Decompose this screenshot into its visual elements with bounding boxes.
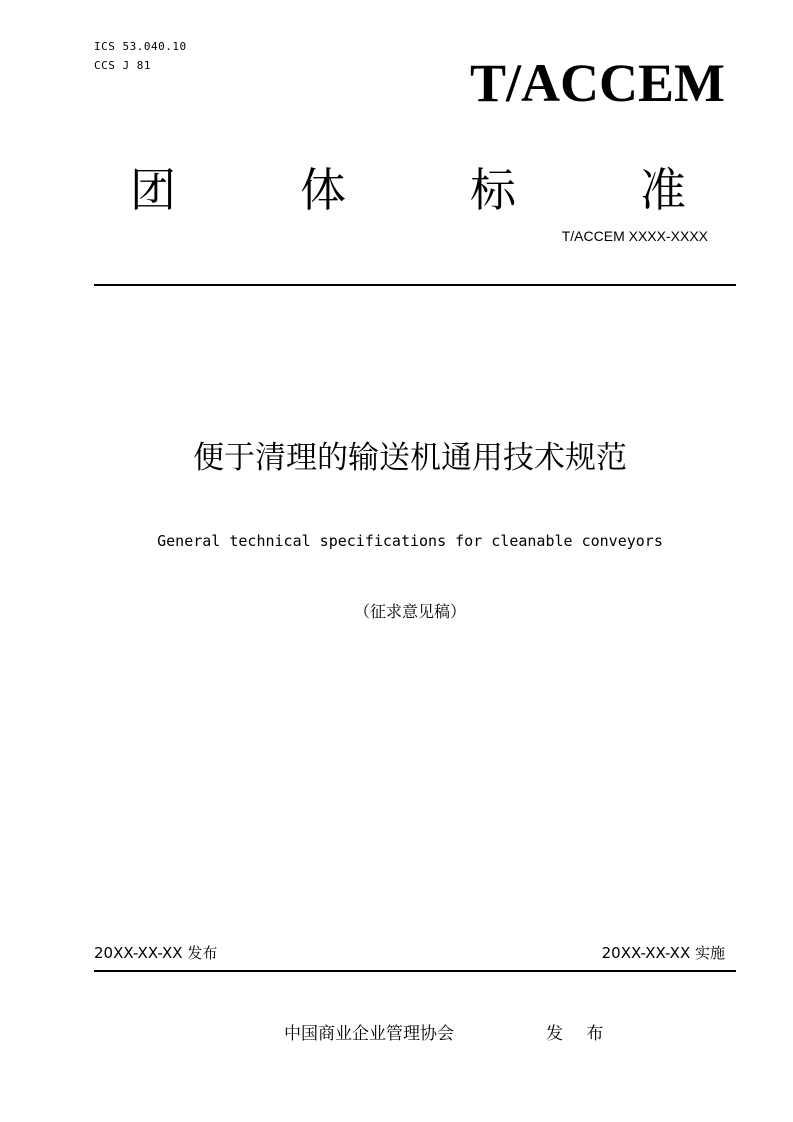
implementation-date: 20XX-XX-XX 实施: [601, 944, 725, 962]
standard-number: T/ACCEM XXXX-XXXX: [561, 228, 708, 244]
issuing-organization: 中国商业企业管理协会: [284, 1024, 454, 1044]
title-english: General technical specifications for cleanable conveyors: [157, 532, 663, 550]
ics-code: ICS 53.040.10: [94, 40, 187, 53]
standard-type-char-1: 团: [130, 163, 176, 217]
issue-date: 20XX-XX-XX 发布: [94, 944, 218, 962]
bottom-divider: [94, 970, 736, 972]
standard-type-char-3: 标: [470, 163, 516, 217]
issue-label: 发 布: [546, 1024, 613, 1044]
top-divider: [94, 284, 736, 286]
standard-type-char-2: 体: [300, 163, 346, 217]
organization-code: T/ACCEM: [470, 53, 725, 113]
standard-type-char-4: 准: [640, 163, 686, 217]
title-chinese: 便于清理的输送机通用技术规范: [193, 440, 627, 476]
draft-status: （征求意见稿）: [353, 602, 466, 621]
ccs-code: CCS J 81: [94, 59, 151, 72]
